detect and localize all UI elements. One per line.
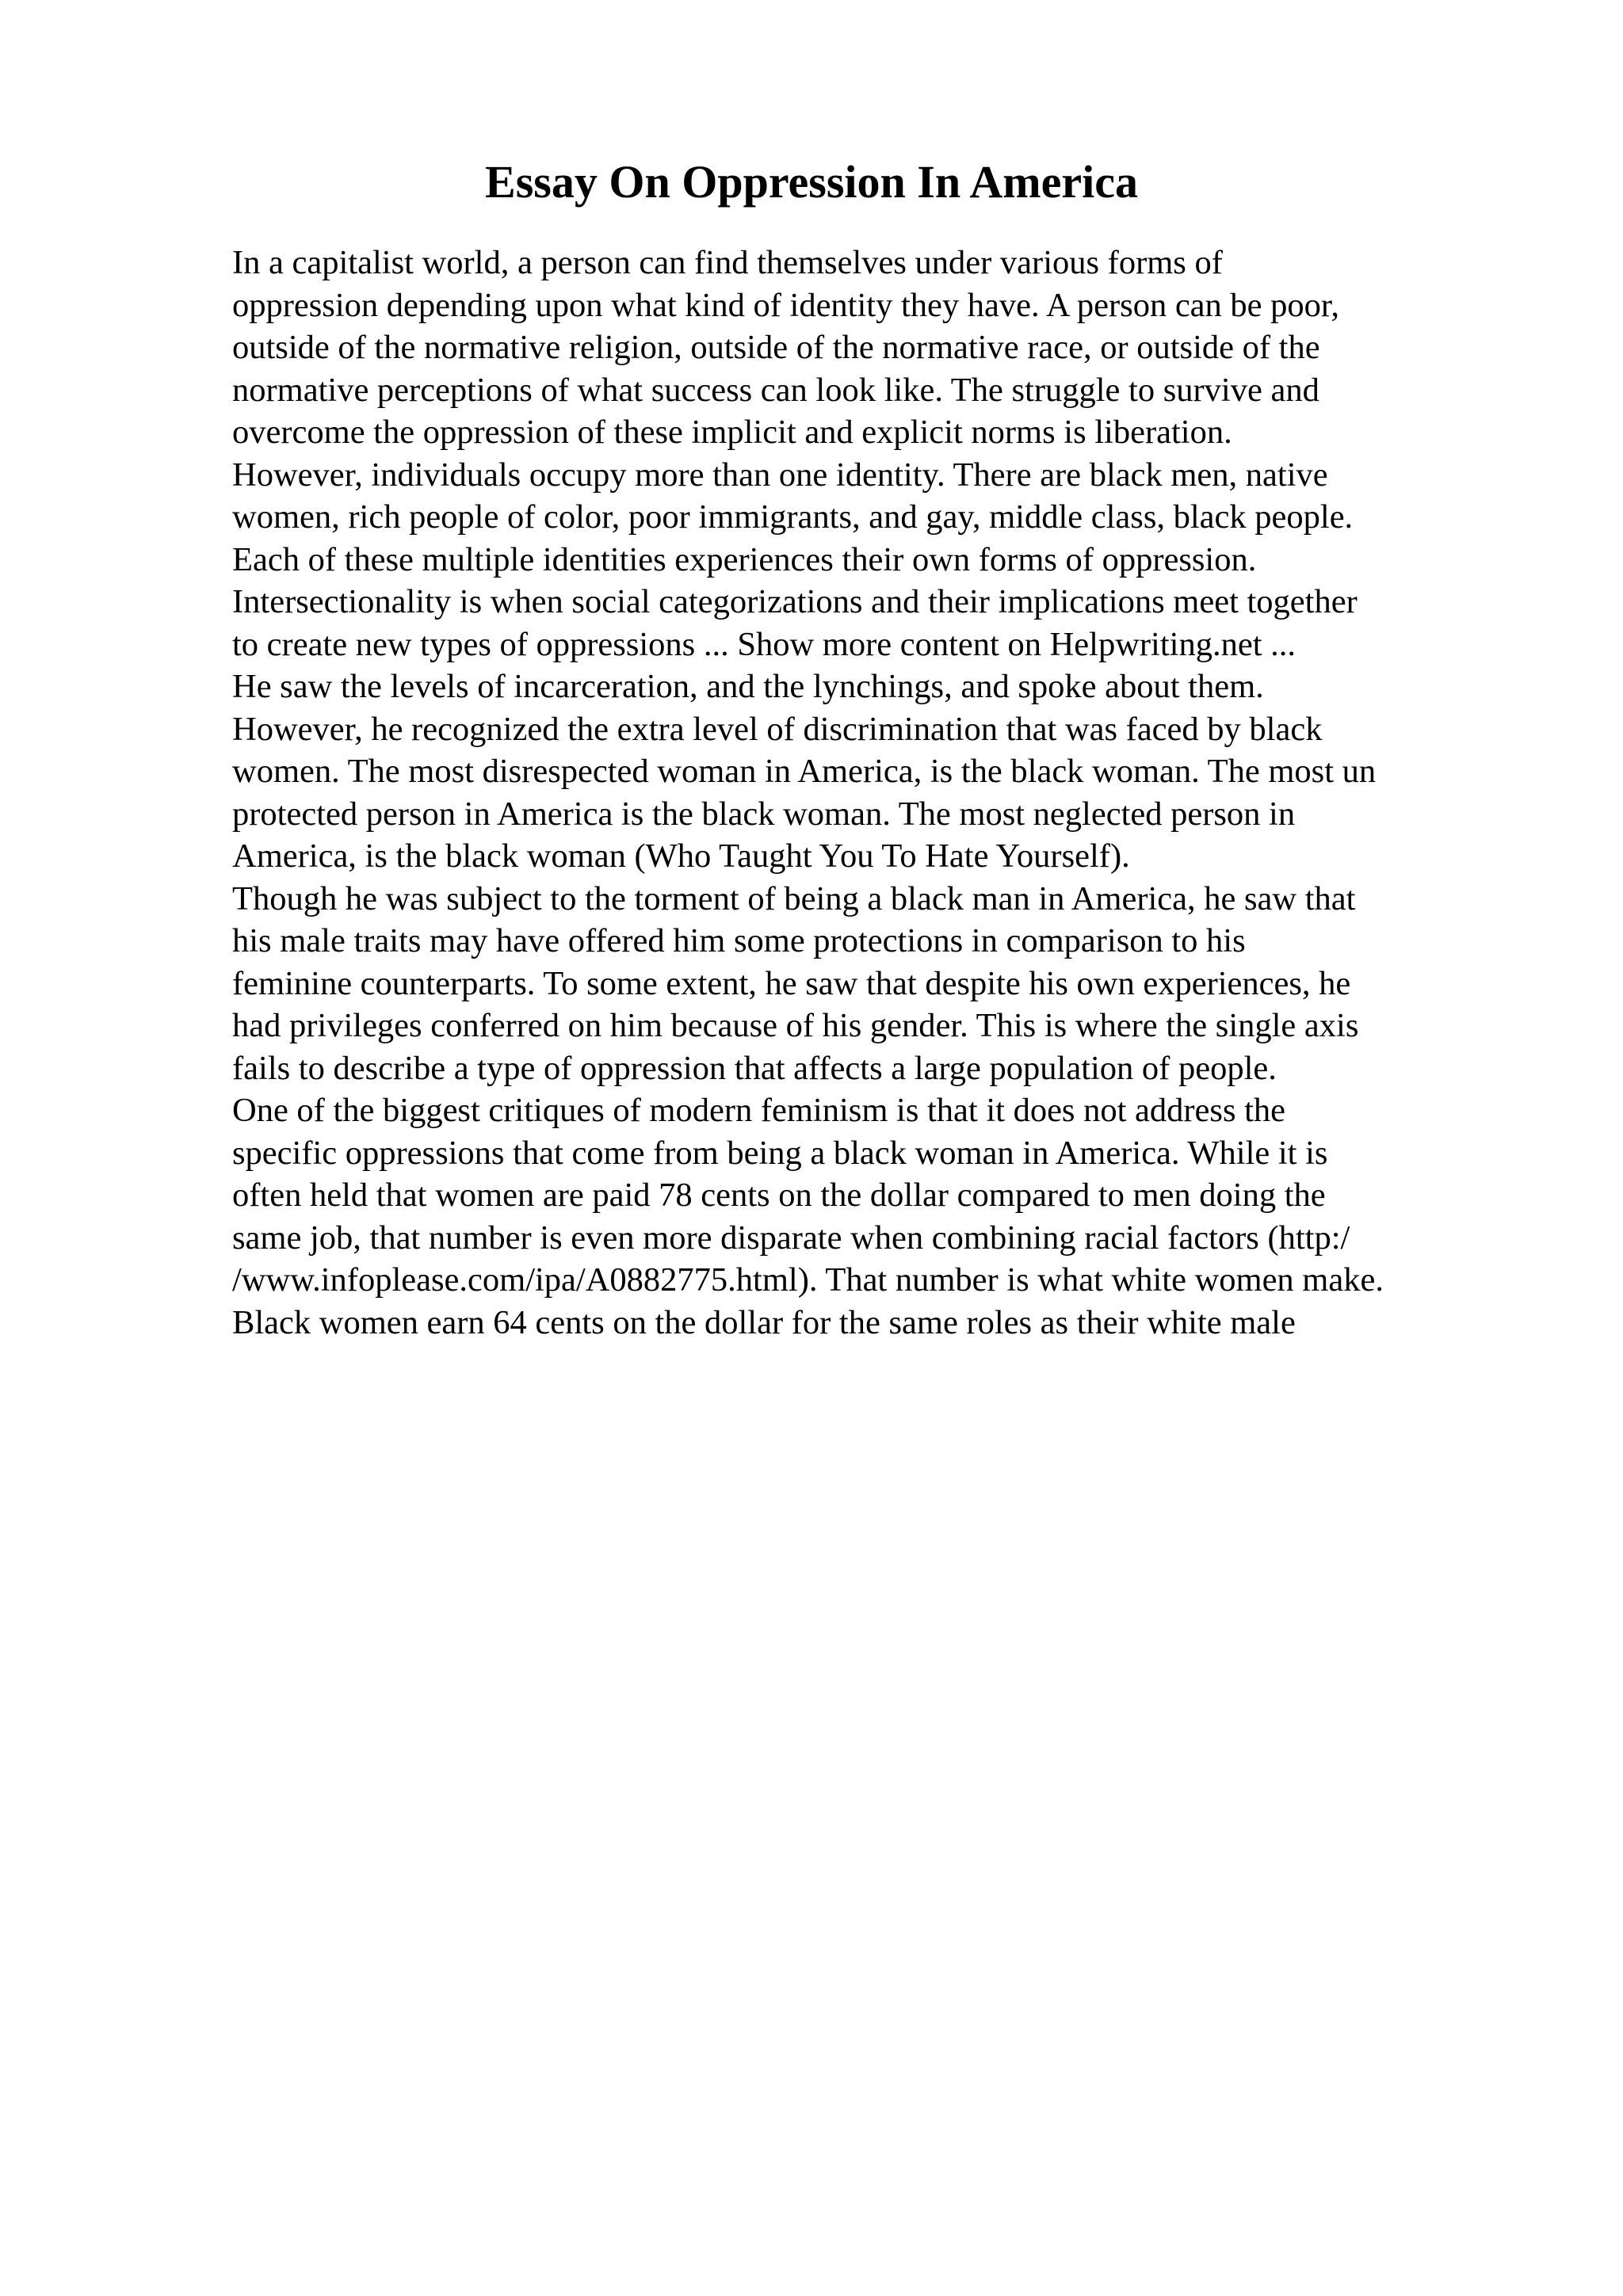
essay-line: Black women earn 64 cents on the dollar for the same roles as their white male <box>232 1303 1296 1341</box>
essay-line: same job, that number is even more disparate when combining racial factors (http:/ <box>232 1219 1350 1257</box>
essay-line: /www.infoplease.com/ipa/A0882775.html). That number is what white women make. <box>232 1261 1384 1299</box>
essay-line: outside of the normative religion, outside of the normative race, or outside of the <box>232 329 1320 366</box>
essay-line: fails to describe a type of oppression that affects a large population of people. <box>232 1049 1277 1087</box>
essay-line: oppression depending upon what kind of identity they have. A person can be poor, <box>232 286 1339 324</box>
essay-line: women, rich people of color, poor immigrants, and gay, middle class, black people. <box>232 498 1354 536</box>
essay-line: However, individuals occupy more than one identity. There are black men, native <box>232 456 1328 494</box>
essay-line: He saw the levels of incarceration, and the lynchings, and spoke about them. <box>232 668 1264 705</box>
essay-line: women. The most disrespected woman in America, is the black woman. The most un <box>232 753 1377 790</box>
essay-line: Though he was subject to the torment of being a black man in America, he saw that <box>232 879 1356 917</box>
essay-line: overcome the oppression of these implicit and explicit norms is liberation. <box>232 414 1232 451</box>
essay-line: In a capitalist world, a person can find themselves under various forms of <box>232 244 1223 281</box>
essay-line: his male traits may have offered him some protections in comparison to his <box>232 922 1246 959</box>
essay-line: One of the biggest critiques of modern feminism is that it does not address the <box>232 1092 1286 1129</box>
essay-line: specific oppressions that come from being a black woman in America. While it is <box>232 1134 1328 1172</box>
essay-line: feminine counterparts. To some extent, he saw that despite his own experiences, he <box>232 964 1351 1002</box>
essay-line: America, is the black woman (Who Taught You To Hate Yourself). <box>232 837 1130 875</box>
essay-line: However, he recognized the extra level of discrimination that was faced by black <box>232 710 1323 748</box>
essay-line: to create new types of oppressions ... Show more content on Helpwriting.net ... <box>232 625 1296 663</box>
essay-line: normative perceptions of what success can look like. The struggle to survive and <box>232 371 1319 409</box>
document-title: Essay On Oppression In America <box>485 156 1138 208</box>
essay-body <box>232 242 1623 1344</box>
essay-line: Intersectionality is when social categorizations and their implications meet together <box>232 583 1358 620</box>
essay-line: had privileges conferred on him because of his gender. This is where the single axis <box>232 1007 1359 1044</box>
essay-line: Each of these multiple identities experiences their own forms of oppression. <box>232 540 1257 578</box>
essay-line: often held that women are paid 78 cents on the dollar compared to men doing the <box>232 1177 1326 1214</box>
essay-line: protected person in America is the black woman. The most neglected person in <box>232 795 1296 833</box>
